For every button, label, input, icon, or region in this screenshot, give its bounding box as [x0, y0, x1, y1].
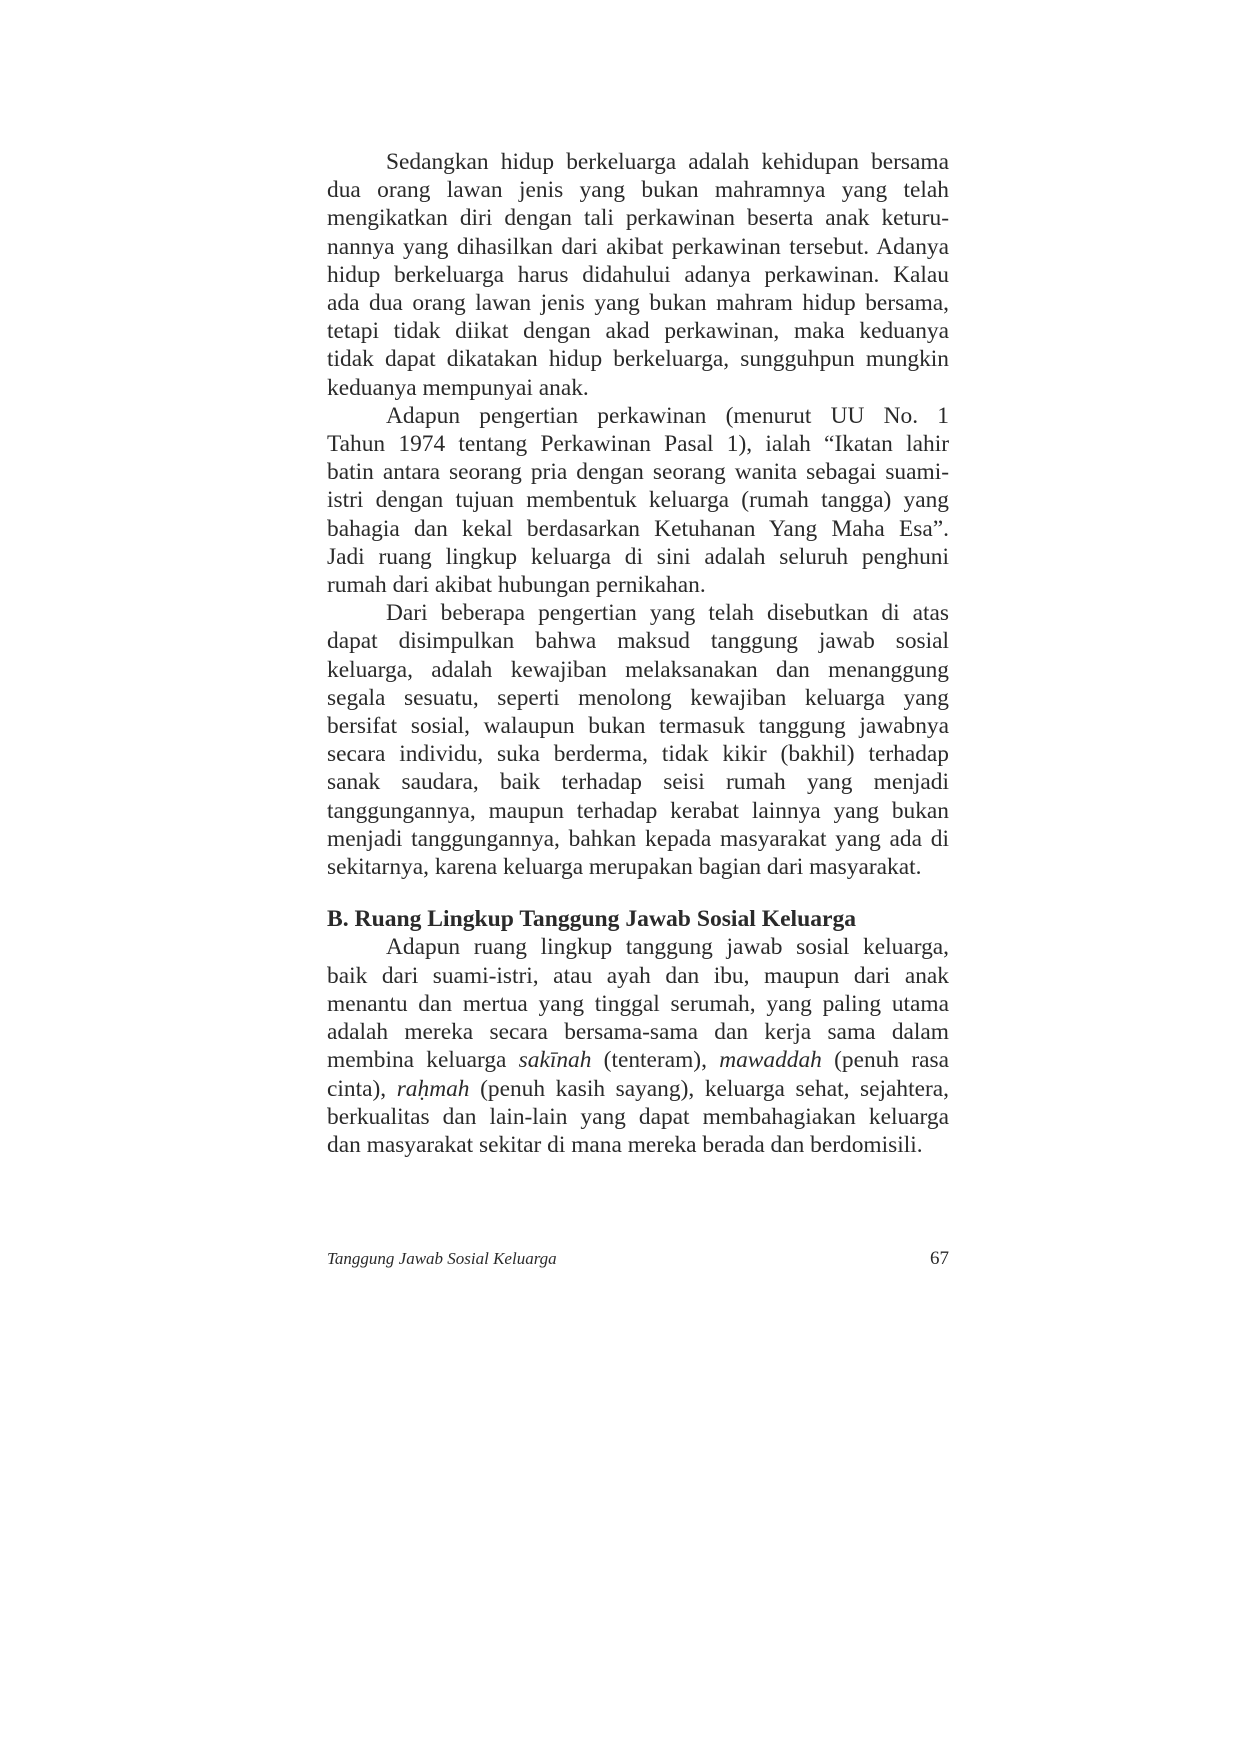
text-line: cinta), raḥmah (penuh kasih sayang), keluarga sehat, sejahtera,	[327, 1075, 949, 1102]
text-line: baik dari suami-istri, atau ayah dan ibu, maupun dari anak	[327, 962, 949, 989]
text-line: ada dua orang lawan jenis yang bukan mahram hidup bersama,	[327, 290, 949, 317]
text-line: keduanya mempunyai anak.	[327, 374, 589, 401]
text-line: Adapun pengertian perkawinan (menurut UU No. 1	[386, 402, 949, 429]
text-line: dan masyarakat sekitar di mana mereka berada dan berdomisili.	[327, 1131, 923, 1158]
text-line: tidak dapat dikatakan hidup berkeluarga, sungguhpun mungkin	[327, 346, 949, 373]
text-line: dua orang lawan jenis yang bukan mahramnya yang telah	[327, 177, 949, 204]
text-line: Dari beberapa pengertian yang telah disebutkan di atas	[386, 600, 949, 627]
text-line: dapat disimpulkan bahwa maksud tanggung jawab sosial	[327, 628, 949, 655]
page-footer	[327, 1248, 949, 1270]
text-line: sekitarnya, karena keluarga merupakan bagian dari masyarakat.	[327, 854, 922, 881]
text-line: tetapi tidak diikat dengan akad perkawinan, maka keduanya	[327, 318, 949, 345]
text-line: Tahun 1974 tentang Perkawinan Pasal 1), ialah “Ikatan lahir	[327, 431, 949, 458]
text-line: menantu dan mertua yang tinggal serumah, yang paling utama	[327, 990, 949, 1017]
page-number: 67	[930, 1248, 949, 1269]
text-line: istri dengan tujuan membentuk keluarga (rumah tangga) yang	[327, 487, 949, 514]
text-line: bersifat sosial, walaupun bukan termasuk tanggung jawabnya	[327, 713, 949, 740]
term-rahmah: raḥmah	[396, 1075, 470, 1102]
page-body	[327, 148, 949, 1159]
text-line: keluarga, adalah kewajiban melaksanakan dan menanggung	[327, 656, 949, 683]
text-line: Sedangkan hidup berkeluarga adalah kehidupan bersama	[386, 149, 949, 175]
paragraph-marriage-definition	[327, 402, 949, 599]
text-line: segala sesuatu, seperti menolong kewajiban keluarga yang	[327, 684, 949, 711]
text-line: tanggungannya, maupun terhadap kerabat lainnya yang bukan	[327, 797, 949, 824]
paragraph-family-life	[327, 148, 949, 402]
paragraph-conclusion	[327, 599, 949, 881]
text-line: adalah mereka secara bersama-sama dan kerja sama dalam	[327, 1019, 949, 1046]
paragraph-scope	[327, 933, 949, 1159]
text-line: bahagia dan kekal berdasarkan Ketuhanan Yang Maha Esa”.	[327, 515, 949, 542]
text-line: mengikatkan diri dengan tali perkawinan beserta anak keturu-	[327, 205, 949, 232]
text-line: menjadi tanggungannya, bahkan kepada masyarakat yang ada di	[327, 825, 949, 852]
text-line: nannya yang dihasilkan dari akibat perkawinan tersebut. Adanya	[327, 233, 949, 260]
text-line: batin antara seorang pria dengan seorang wanita sebagai suami-	[327, 459, 949, 486]
text-line: Adapun ruang lingkup tanggung jawab sosial keluarga,	[386, 934, 949, 961]
text-line: hidup berkeluarga harus didahului adanya perkawinan. Kalau	[327, 261, 949, 288]
text-line: rumah dari akibat hubungan pernikahan.	[327, 572, 706, 599]
running-title: Tanggung Jawab Sosial Keluarga	[327, 1249, 557, 1268]
text-line: sanak saudara, baik terhadap seisi rumah yang menjadi	[327, 769, 949, 796]
text-line: Jadi ruang lingkup keluarga di sini adalah seluruh penghuni	[327, 543, 949, 570]
text-line: berkualitas dan lain-lain yang dapat membahagiakan keluarga	[327, 1103, 949, 1130]
text-line: membina keluarga sakīnah (tenteram), mawaddah (penuh rasa	[327, 1047, 949, 1074]
term-mawaddah: mawaddah	[719, 1047, 822, 1074]
term-sakinah: sakīnah	[518, 1047, 592, 1074]
section-heading: B. Ruang Lingkup Tanggung Jawab Sosial Keluarga	[327, 906, 857, 933]
text-line: secara individu, suka berderma, tidak kikir (bakhil) terhadap	[327, 741, 949, 768]
